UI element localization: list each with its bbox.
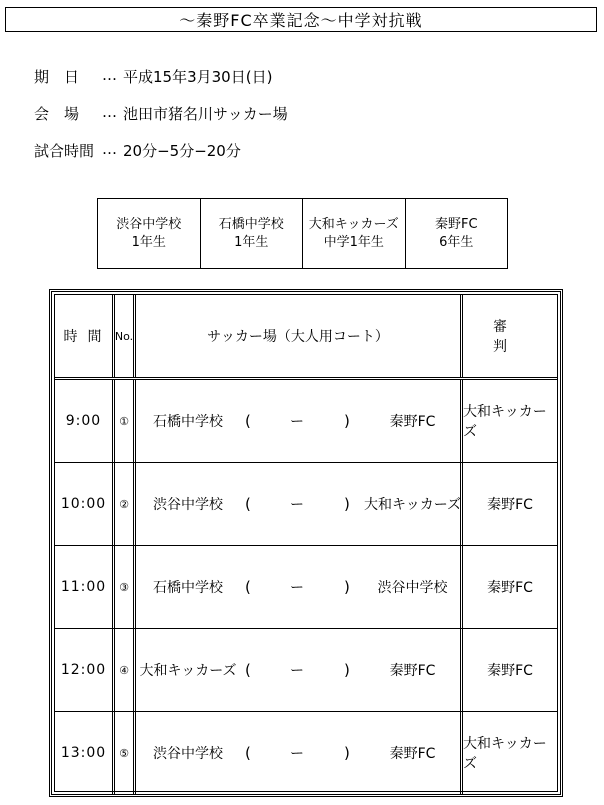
team-name: 秦野FC [434, 216, 478, 232]
table-row [55, 380, 557, 463]
teams-table [97, 198, 508, 269]
team-a: 石橋中学校 [153, 580, 223, 596]
info-value: 平成15年3月30日(日) [123, 68, 273, 86]
team-a: 渋谷中学校 [153, 497, 223, 513]
team-grade: 1年生 [234, 234, 269, 250]
match-time: 12:00 [55, 629, 115, 711]
team-name: 渋谷中学校 [116, 216, 182, 232]
info-separator: … [102, 66, 117, 84]
score-close: ) [344, 495, 350, 513]
team-cell [303, 199, 406, 268]
team-b: 秦野FC [389, 746, 436, 762]
team-b: 秦野FC [389, 663, 436, 679]
match-number: ③ [115, 546, 136, 628]
info-value: 池田市猪名川サッカー場 [123, 105, 288, 123]
team-b: 渋谷中学校 [377, 580, 448, 596]
referee: 秦野FC [487, 497, 533, 513]
match-cell [136, 712, 463, 794]
team-b: 大和キッカーズ [363, 497, 462, 513]
match-cell [136, 546, 463, 628]
info-value: 20分−5分−20分 [123, 142, 241, 160]
team-grade: 1年生 [131, 234, 166, 250]
score-close: ) [344, 744, 350, 762]
match-cell [136, 463, 463, 545]
score-close: ) [344, 578, 350, 596]
event-info [34, 66, 288, 177]
table-row [55, 463, 557, 546]
header-time: 時間 [55, 295, 115, 377]
score-open: ( [245, 495, 251, 513]
team-name: 石橋中学校 [218, 216, 284, 232]
score-close: ) [344, 661, 350, 679]
team-a: 石橋中学校 [153, 414, 223, 430]
header-referee: 審判 [493, 319, 537, 355]
score-dash: ー [290, 497, 304, 513]
team-a: 大和キッカーズ [139, 663, 237, 679]
score-dash: ー [290, 663, 304, 679]
match-number: ① [115, 380, 136, 462]
info-label: 期 日 [34, 68, 80, 86]
referee: 秦野FC [487, 580, 533, 596]
team-cell [98, 199, 201, 268]
score-open: ( [245, 578, 251, 596]
team-cell [406, 199, 508, 268]
score-open: ( [245, 744, 251, 762]
team-name: 大和キッカーズ [308, 216, 399, 232]
info-row-date [34, 66, 288, 103]
team-grade: 6年生 [439, 234, 474, 250]
table-row [55, 629, 557, 712]
header-match: サッカー場（大人用コート） [136, 295, 463, 377]
page-title: 〜秦野FC卒業記念〜中学対抗戦 [5, 7, 597, 32]
match-time: 13:00 [55, 712, 115, 794]
score-open: ( [245, 661, 251, 679]
referee: 秦野FC [487, 663, 533, 679]
info-label: 会 場 [34, 105, 80, 123]
team-grade: 中学1年生 [323, 234, 384, 250]
info-row-venue [34, 103, 288, 140]
match-time: 9:00 [55, 380, 115, 462]
info-label: 試合時間 [34, 142, 95, 160]
table-row [55, 546, 557, 629]
table-row [55, 712, 557, 794]
match-time: 11:00 [55, 546, 115, 628]
match-number: ⑤ [115, 712, 136, 794]
referee: 大和キッカーズ [463, 736, 547, 772]
match-number: ② [115, 463, 136, 545]
score-dash: ー [290, 414, 304, 430]
info-row-match-time [34, 140, 288, 177]
match-cell [136, 380, 463, 462]
match-number: ④ [115, 629, 136, 711]
match-cell [136, 629, 463, 711]
header-no: No. [115, 295, 136, 377]
team-b: 秦野FC [389, 414, 436, 430]
schedule-header-row [55, 295, 557, 380]
score-close: ) [344, 412, 350, 430]
score-open: ( [245, 412, 251, 430]
score-dash: ー [290, 580, 304, 596]
match-time: 10:00 [55, 463, 115, 545]
info-separator: … [102, 140, 117, 158]
info-separator: … [102, 103, 117, 121]
team-a: 渋谷中学校 [153, 746, 223, 762]
team-cell [201, 199, 304, 268]
score-dash: ー [290, 746, 304, 762]
schedule-table [49, 289, 563, 797]
referee: 大和キッカーズ [463, 404, 547, 440]
